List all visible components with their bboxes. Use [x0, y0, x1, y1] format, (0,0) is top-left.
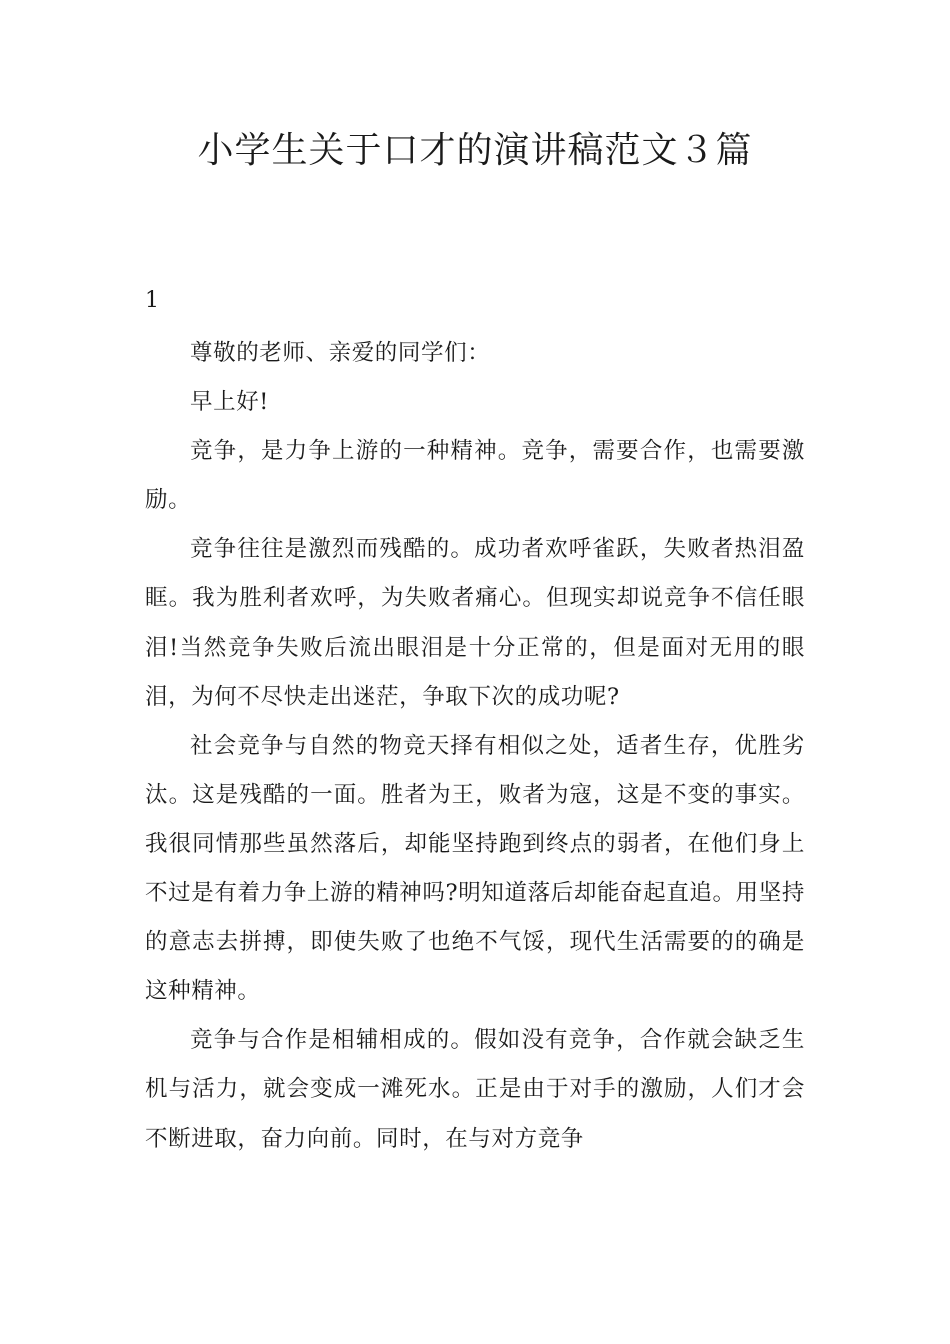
document-title: 小学生关于口才的演讲稿范文３篇 — [197, 130, 753, 171]
paragraph: 竞争与合作是相辅相成的。假如没有竞争，合作就会缺乏生机与活力，就会变成一滩死水。正是由于对手的激励，人们才会不断进取，奋力向前。同时，在与对方竞争 — [145, 1027, 805, 1152]
section-number: 1 — [145, 288, 159, 313]
paragraph: 社会竞争与自然的物竞天择有相似之处，适者生存，优胜劣汰。这是残酷的一面。胜者为王，败者为寇，这是不变的事实。我很同情那些虽然落后，却能坚持跑到终点的弱者，在他们身上不过是有着力争上游的精神吗?明知道落后却能奋起直追。用坚持的意志去拼搏，即使失败了也绝不气馁，现代生活需要的的确是这种精神。 — [145, 732, 805, 1005]
document-body — [145, 329, 805, 1164]
paragraph-greeting: 早上好! — [190, 389, 269, 416]
paragraph: 竞争往往是激烈而残酷的。成功者欢呼雀跃，失败者热泪盈眶。我为胜利者欢呼，为失败者痛心。但现实却说竞争不信任眼泪!当然竞争失败后流出眼泪是十分正常的，但是面对无用的眼泪，为何不尽快走出迷茫，争取下次的成功呢? — [145, 536, 805, 710]
paragraph: 竞争，是力争上游的一种精神。竞争，需要合作，也需要激励。 — [145, 438, 805, 514]
paragraph-salutation: 尊敬的老师、亲爱的同学们： — [190, 340, 491, 366]
